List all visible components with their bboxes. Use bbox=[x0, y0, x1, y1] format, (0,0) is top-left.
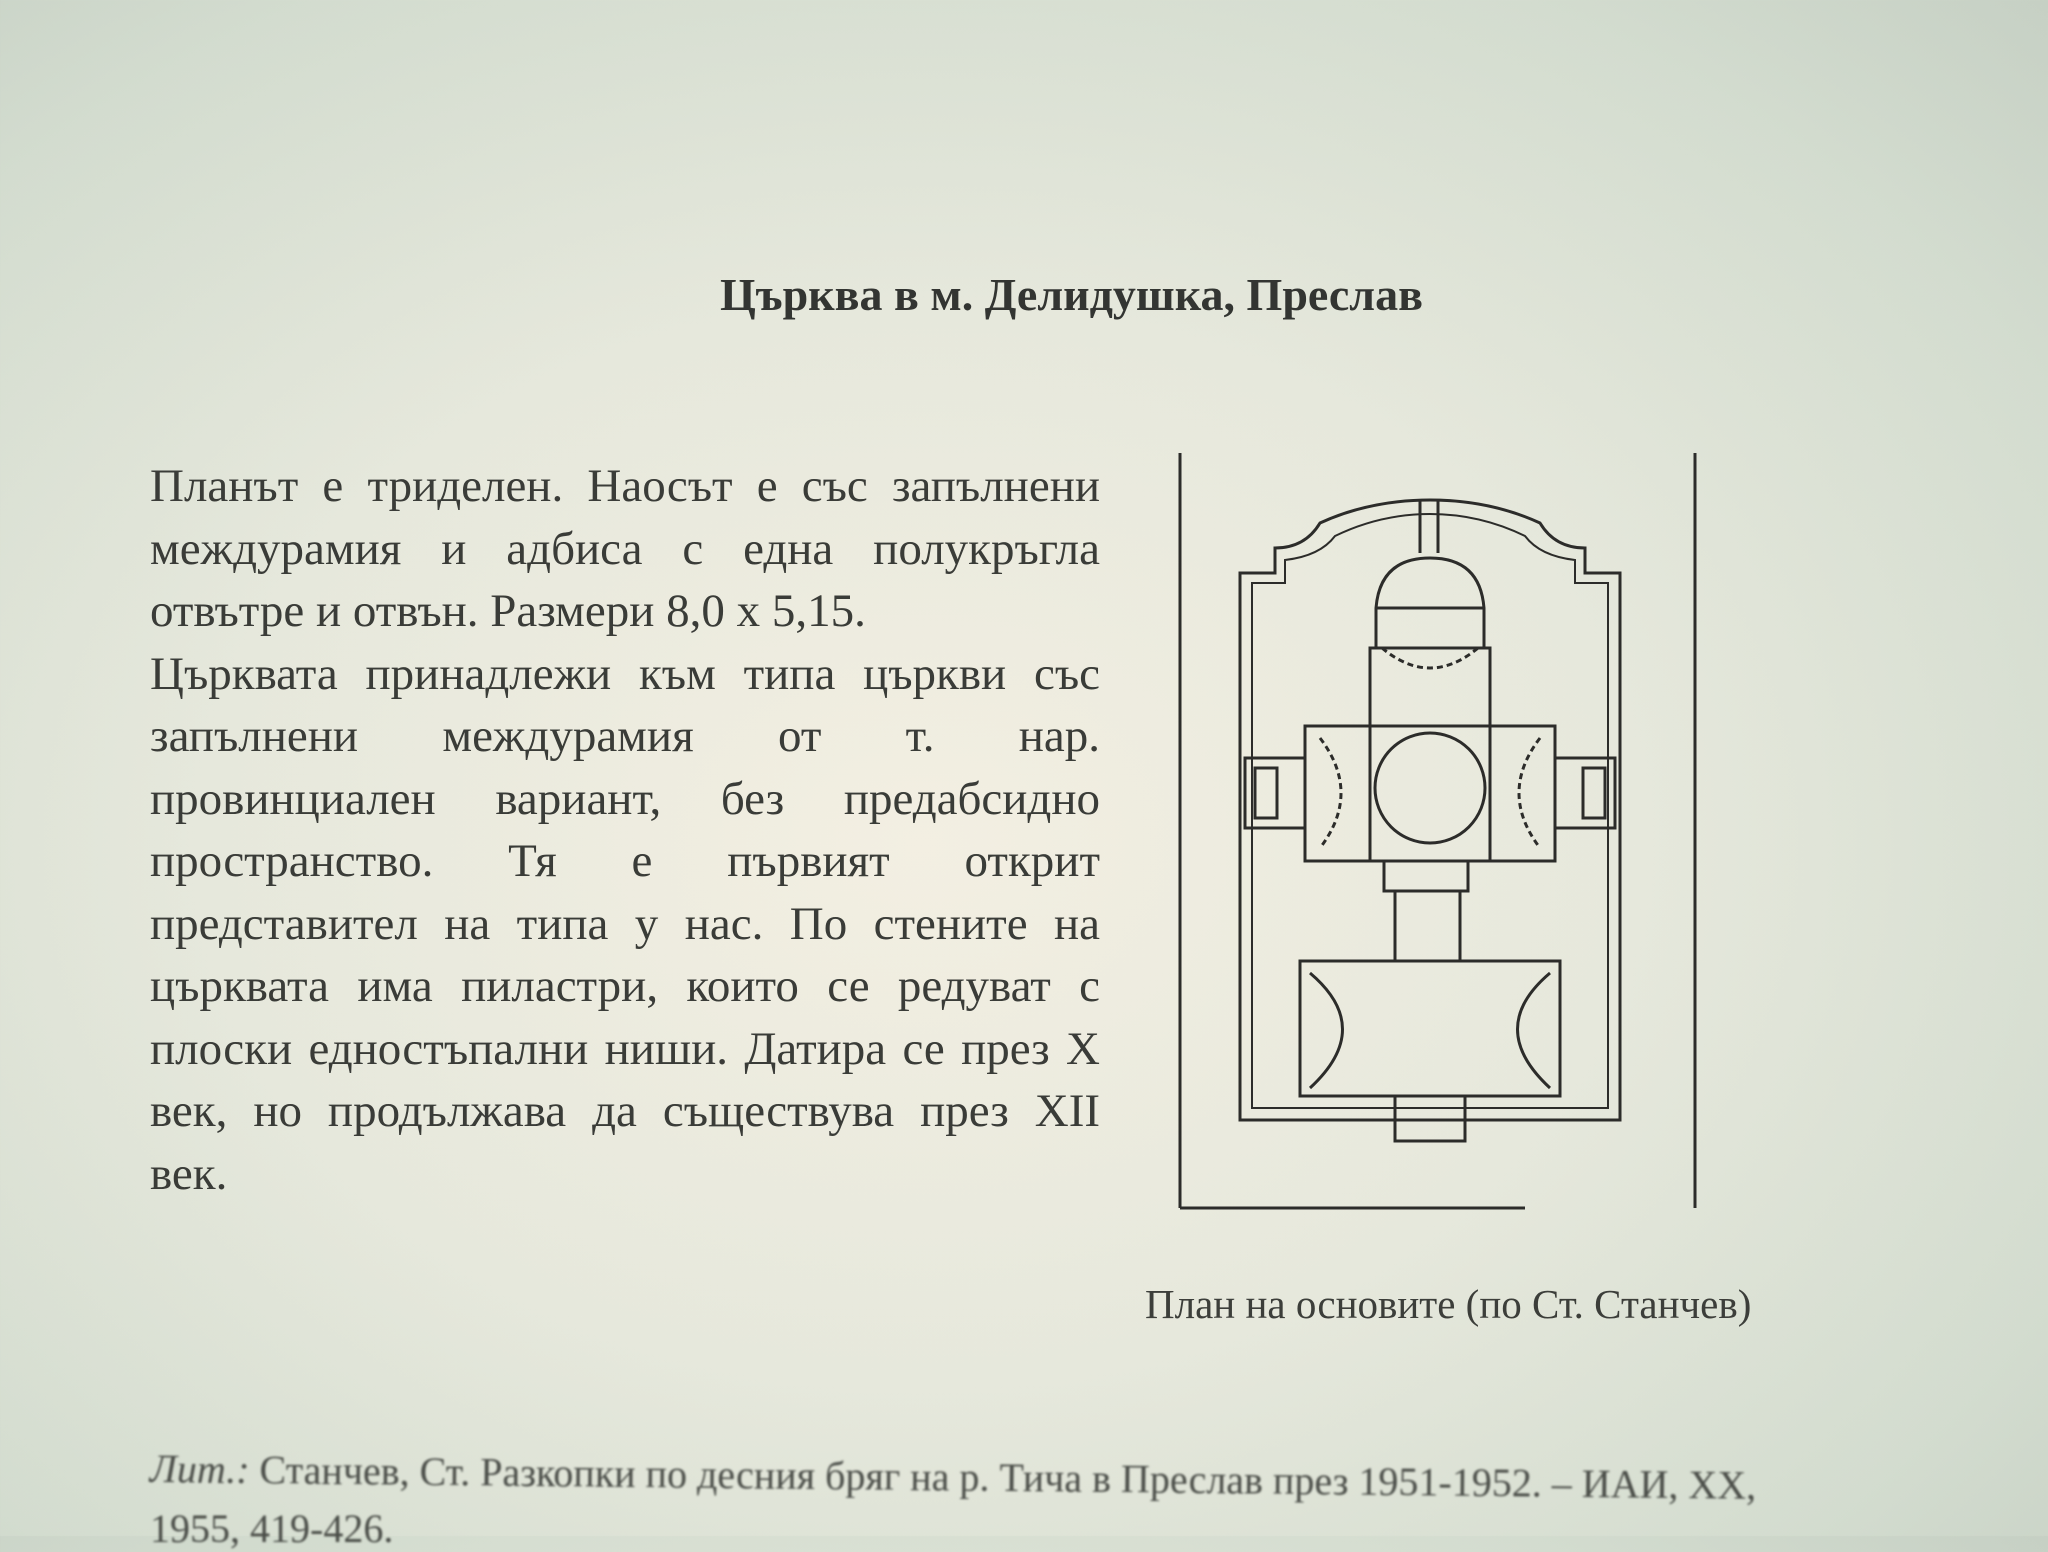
connector-passage bbox=[1395, 891, 1460, 961]
narthex-left-arc bbox=[1310, 973, 1343, 1088]
right-door-inner bbox=[1583, 768, 1605, 818]
page-title: Църква в м. Делидушка, Преслав bbox=[720, 269, 1423, 320]
floor-plan-drawing bbox=[1170, 448, 1710, 1218]
narthex-right-arc bbox=[1518, 973, 1551, 1088]
apse-dashed-arc bbox=[1382, 648, 1478, 668]
left-door-inner bbox=[1255, 768, 1277, 818]
narthex-rect bbox=[1300, 961, 1560, 1096]
naos-cross-arm bbox=[1305, 726, 1555, 861]
paragraph-1: Планът е триделен. Наосът е със запълнени междурамия и адбиса с една полукръгла отвътре и отвън. Размери 8,0 x 5,15. bbox=[150, 460, 1100, 637]
left-dashed-arc bbox=[1320, 738, 1341, 848]
body-text bbox=[150, 455, 1100, 1205]
figure-caption: План на основите (по Ст. Станчев) bbox=[1145, 1281, 1752, 1327]
outer-wall bbox=[1240, 500, 1620, 1120]
footnote-continuation: 1955, 419-426. bbox=[150, 1506, 394, 1551]
connector-block bbox=[1384, 861, 1468, 891]
floor-plan-figure bbox=[1170, 448, 1710, 1218]
show-through-text bbox=[430, 140, 443, 191]
footnote bbox=[150, 1445, 1757, 1509]
paragraph-2: Църквата принадлежи към типа църкви със запълнени междурамия от т. нар. провинциален вариант, без предабсидно пространство. Тя е първият открит представител на типа у нас. По стените на църквата има пиластри, които се редуват с плоски едностъпални ниши. Датира се през X век, но продължава да съществува през XII век. bbox=[150, 647, 1100, 1200]
central-dome bbox=[1375, 733, 1485, 843]
right-dashed-arc bbox=[1519, 738, 1540, 848]
footnote-prefix: Лит.: bbox=[149, 1446, 250, 1493]
apse-cell bbox=[1376, 558, 1484, 648]
footnote-text: Станчев, Ст. Разкопки по десния бряг на р. Тича в Преслав през 1951-1952. – ИАИ, XX, bbox=[249, 1447, 1757, 1508]
